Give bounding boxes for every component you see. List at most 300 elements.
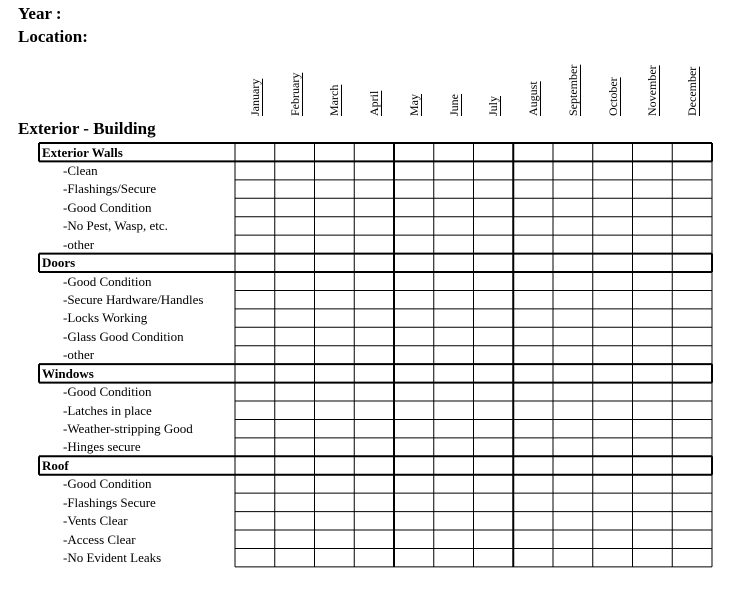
check-cell[interactable] [395,162,433,178]
check-cell[interactable] [554,347,592,363]
month-header-june: June [446,94,461,116]
check-cell[interactable] [475,218,513,234]
checklist-item-label: -Weather-stripping Good [63,420,193,436]
location-label: Location: [18,27,88,46]
check-cell[interactable] [355,513,393,529]
check-cell[interactable] [435,531,473,547]
check-cell[interactable] [236,255,274,271]
check-cell[interactable] [514,549,552,565]
month-header-february: February [287,72,302,116]
check-cell[interactable] [395,402,433,418]
check-cell[interactable] [236,236,274,252]
check-cell[interactable] [355,218,393,234]
check-cell[interactable] [475,365,513,381]
check-cell[interactable] [475,439,513,455]
check-cell[interactable] [395,291,433,307]
check-cell[interactable] [554,218,592,234]
check-cell[interactable] [276,181,314,197]
check-cell[interactable] [594,291,632,307]
check-cell[interactable] [475,162,513,178]
check-cell[interactable] [316,181,354,197]
check-cell[interactable] [355,328,393,344]
check-cell[interactable] [514,255,552,271]
check-cell[interactable] [355,476,393,492]
check-cell[interactable] [395,457,433,473]
check-cell[interactable] [395,513,433,529]
check-cell[interactable] [634,365,672,381]
check-cell[interactable] [475,181,513,197]
check-cell[interactable] [673,365,711,381]
check-cell[interactable] [673,144,711,160]
check-cell[interactable] [594,144,632,160]
check-cell[interactable] [673,328,711,344]
check-cell[interactable] [673,199,711,215]
check-cell[interactable] [673,513,711,529]
check-cell[interactable] [554,181,592,197]
check-cell[interactable] [435,218,473,234]
group-title: Roof [42,457,69,473]
check-cell[interactable] [634,384,672,400]
checklist-item-label: -Good Condition [63,273,152,289]
check-cell[interactable] [435,420,473,436]
check-cell[interactable] [435,365,473,381]
check-cell[interactable] [316,291,354,307]
check-cell[interactable] [435,476,473,492]
check-cell[interactable] [554,310,592,326]
check-cell[interactable] [554,439,592,455]
checklist-item-label: -Secure Hardware/Handles [63,291,204,307]
check-cell[interactable] [355,439,393,455]
check-cell[interactable] [594,420,632,436]
check-cell[interactable] [355,236,393,252]
check-cell[interactable] [435,513,473,529]
check-cell[interactable] [514,144,552,160]
check-cell[interactable] [554,402,592,418]
check-cell[interactable] [594,347,632,363]
check-cell[interactable] [475,420,513,436]
check-cell[interactable] [355,457,393,473]
check-cell[interactable] [514,199,552,215]
check-cell[interactable] [435,199,473,215]
check-cell[interactable] [276,420,314,436]
check-cell[interactable] [594,365,632,381]
check-cell[interactable] [634,144,672,160]
check-cell[interactable] [435,144,473,160]
check-cell[interactable] [395,181,433,197]
check-cell[interactable] [395,494,433,510]
checklist-item-label: -Access Clear [63,531,136,547]
check-cell[interactable] [236,310,274,326]
check-cell[interactable] [276,439,314,455]
check-cell[interactable] [395,549,433,565]
check-cell[interactable] [316,347,354,363]
check-cell[interactable] [673,476,711,492]
check-cell[interactable] [673,494,711,510]
check-cell[interactable] [276,218,314,234]
check-cell[interactable] [594,531,632,547]
check-cell[interactable] [673,218,711,234]
check-cell[interactable] [594,199,632,215]
check-cell[interactable] [475,549,513,565]
check-cell[interactable] [475,291,513,307]
check-cell[interactable] [435,347,473,363]
check-cell[interactable] [395,144,433,160]
check-cell[interactable] [634,255,672,271]
check-cell[interactable] [594,494,632,510]
check-cell[interactable] [634,494,672,510]
check-cell[interactable] [475,328,513,344]
check-cell[interactable] [475,236,513,252]
section-title: Exterior - Building [18,119,156,138]
check-cell[interactable] [316,384,354,400]
check-cell[interactable] [634,439,672,455]
check-cell[interactable] [634,310,672,326]
check-cell[interactable] [276,310,314,326]
check-cell[interactable] [634,236,672,252]
check-cell[interactable] [634,531,672,547]
check-cell[interactable] [554,255,592,271]
check-cell[interactable] [475,347,513,363]
check-cell[interactable] [594,328,632,344]
check-cell[interactable] [514,494,552,510]
check-cell[interactable] [276,402,314,418]
check-cell[interactable] [554,513,592,529]
check-cell[interactable] [594,384,632,400]
check-cell[interactable] [554,457,592,473]
check-cell[interactable] [236,273,274,289]
check-cell[interactable] [554,144,592,160]
checklist-item-label: -Good Condition [63,476,152,492]
check-cell[interactable] [554,531,592,547]
check-cell[interactable] [395,439,433,455]
check-cell[interactable] [355,255,393,271]
check-cell[interactable] [634,291,672,307]
check-cell[interactable] [276,236,314,252]
check-cell[interactable] [634,328,672,344]
check-cell[interactable] [435,457,473,473]
check-cell[interactable] [276,255,314,271]
check-cell[interactable] [673,291,711,307]
check-cell[interactable] [475,255,513,271]
check-cell[interactable] [435,328,473,344]
check-cell[interactable] [276,365,314,381]
check-cell[interactable] [316,310,354,326]
check-cell[interactable] [355,144,393,160]
check-cell[interactable] [554,291,592,307]
check-cell[interactable] [355,531,393,547]
check-cell[interactable] [673,181,711,197]
check-cell[interactable] [316,365,354,381]
checklist-item-label: -Vents Clear [63,513,128,529]
check-cell[interactable] [554,199,592,215]
check-cell[interactable] [395,476,433,492]
check-cell[interactable] [514,273,552,289]
check-cell[interactable] [673,439,711,455]
check-cell[interactable] [673,310,711,326]
check-cell[interactable] [395,384,433,400]
check-cell[interactable] [316,199,354,215]
month-header-may: May [406,94,421,116]
check-cell[interactable] [673,402,711,418]
check-cell[interactable] [475,531,513,547]
check-cell[interactable] [514,291,552,307]
check-cell[interactable] [594,476,632,492]
check-cell[interactable] [276,384,314,400]
month-header-july: July [486,95,501,116]
check-cell[interactable] [435,439,473,455]
check-cell[interactable] [554,162,592,178]
check-cell[interactable] [475,513,513,529]
check-cell[interactable] [316,236,354,252]
check-cell[interactable] [276,291,314,307]
check-cell[interactable] [594,236,632,252]
check-cell[interactable] [634,420,672,436]
check-cell[interactable] [395,218,433,234]
month-header-october: October [605,77,620,116]
check-cell[interactable] [514,310,552,326]
check-cell[interactable] [236,347,274,363]
check-cell[interactable] [276,549,314,565]
check-cell[interactable] [316,531,354,547]
check-cell[interactable] [475,273,513,289]
check-cell[interactable] [594,218,632,234]
check-cell[interactable] [316,162,354,178]
check-cell[interactable] [634,273,672,289]
check-cell[interactable] [514,236,552,252]
check-cell[interactable] [673,420,711,436]
check-cell[interactable] [475,384,513,400]
check-cell[interactable] [514,513,552,529]
check-cell[interactable] [634,513,672,529]
check-cell[interactable] [276,199,314,215]
check-cell[interactable] [316,513,354,529]
checklist-item-label: -No Evident Leaks [63,549,162,565]
check-cell[interactable] [554,236,592,252]
check-cell[interactable] [276,513,314,529]
check-cell[interactable] [395,347,433,363]
check-cell[interactable] [355,365,393,381]
check-cell[interactable] [316,494,354,510]
check-cell[interactable] [395,310,433,326]
check-cell[interactable] [435,310,473,326]
check-cell[interactable] [514,384,552,400]
check-cell[interactable] [236,439,274,455]
check-cell[interactable] [594,549,632,565]
check-cell[interactable] [355,181,393,197]
check-cell[interactable] [554,384,592,400]
check-cell[interactable] [236,420,274,436]
check-cell[interactable] [276,476,314,492]
check-cell[interactable] [594,255,632,271]
check-cell[interactable] [594,310,632,326]
check-cell[interactable] [316,420,354,436]
check-cell[interactable] [355,273,393,289]
check-cell[interactable] [316,273,354,289]
check-cell[interactable] [475,144,513,160]
check-cell[interactable] [236,365,274,381]
check-cell[interactable] [594,181,632,197]
check-cell[interactable] [514,162,552,178]
check-cell[interactable] [514,531,552,547]
check-cell[interactable] [316,218,354,234]
check-cell[interactable] [634,181,672,197]
check-cell[interactable] [236,199,274,215]
check-cell[interactable] [673,457,711,473]
check-cell[interactable] [316,144,354,160]
check-cell[interactable] [634,199,672,215]
check-cell[interactable] [634,457,672,473]
check-cell[interactable] [673,531,711,547]
check-cell[interactable] [316,255,354,271]
check-cell[interactable] [355,291,393,307]
check-cell[interactable] [514,181,552,197]
check-cell[interactable] [316,476,354,492]
check-cell[interactable] [276,347,314,363]
check-cell[interactable] [316,402,354,418]
check-cell[interactable] [435,255,473,271]
check-cell[interactable] [634,476,672,492]
check-cell[interactable] [673,162,711,178]
month-header-august: August [526,81,541,116]
check-cell[interactable] [514,347,552,363]
check-cell[interactable] [475,402,513,418]
check-cell[interactable] [316,457,354,473]
check-cell[interactable] [514,365,552,381]
check-cell[interactable] [554,549,592,565]
check-cell[interactable] [395,420,433,436]
check-cell[interactable] [673,384,711,400]
check-cell[interactable] [276,144,314,160]
check-cell[interactable] [236,384,274,400]
check-cell[interactable] [316,439,354,455]
check-cell[interactable] [236,476,274,492]
check-cell[interactable] [435,236,473,252]
check-cell[interactable] [554,273,592,289]
check-cell[interactable] [355,384,393,400]
check-cell[interactable] [634,162,672,178]
check-cell[interactable] [594,162,632,178]
check-cell[interactable] [673,347,711,363]
check-cell[interactable] [355,347,393,363]
check-cell[interactable] [514,218,552,234]
check-cell[interactable] [395,236,433,252]
check-cell[interactable] [276,531,314,547]
check-cell[interactable] [395,255,433,271]
check-cell[interactable] [395,199,433,215]
check-cell[interactable] [435,549,473,565]
check-cell[interactable] [276,494,314,510]
checklist-item-label: -No Pest, Wasp, etc. [63,218,168,234]
group-title: Windows [42,365,94,381]
check-cell[interactable] [514,439,552,455]
check-cell[interactable] [475,476,513,492]
check-cell[interactable] [355,310,393,326]
check-cell[interactable] [475,310,513,326]
check-cell[interactable] [634,402,672,418]
check-cell[interactable] [355,549,393,565]
check-cell[interactable] [236,144,274,160]
check-cell[interactable] [395,365,433,381]
check-cell[interactable] [435,273,473,289]
month-header-march: March [327,84,342,116]
check-cell[interactable] [395,531,433,547]
check-cell[interactable] [236,162,274,178]
group-title: Doors [42,255,76,271]
check-cell[interactable] [395,273,433,289]
check-cell[interactable] [673,236,711,252]
check-cell[interactable] [475,457,513,473]
check-cell[interactable] [594,273,632,289]
check-cell[interactable] [316,549,354,565]
check-cell[interactable] [554,328,592,344]
check-cell[interactable] [236,513,274,529]
check-cell[interactable] [514,420,552,436]
checklist-item-label: -Hinges secure [63,439,141,455]
check-cell[interactable] [355,494,393,510]
check-cell[interactable] [673,255,711,271]
check-cell[interactable] [673,273,711,289]
check-cell[interactable] [236,218,274,234]
check-cell[interactable] [594,457,632,473]
month-header-september: September [565,64,580,116]
check-cell[interactable] [673,549,711,565]
check-cell[interactable] [514,476,552,492]
check-cell[interactable] [514,457,552,473]
check-cell[interactable] [435,162,473,178]
check-cell[interactable] [236,549,274,565]
check-cell[interactable] [435,402,473,418]
check-cell[interactable] [355,199,393,215]
check-cell[interactable] [514,328,552,344]
check-cell[interactable] [236,291,274,307]
check-cell[interactable] [554,365,592,381]
check-cell[interactable] [355,420,393,436]
check-cell[interactable] [236,402,274,418]
check-cell[interactable] [594,402,632,418]
check-cell[interactable] [435,181,473,197]
check-cell[interactable] [355,402,393,418]
check-cell[interactable] [355,162,393,178]
check-cell[interactable] [395,328,433,344]
check-cell[interactable] [435,291,473,307]
check-cell[interactable] [276,328,314,344]
check-cell[interactable] [594,439,632,455]
check-cell[interactable] [276,273,314,289]
month-header-december: December [685,66,700,116]
check-cell[interactable] [435,494,473,510]
check-cell[interactable] [316,328,354,344]
month-header-november: November [645,65,660,116]
check-cell[interactable] [435,384,473,400]
check-cell[interactable] [236,328,274,344]
check-cell[interactable] [475,494,513,510]
check-cell[interactable] [634,347,672,363]
check-cell[interactable] [514,402,552,418]
check-cell[interactable] [634,218,672,234]
check-cell[interactable] [276,457,314,473]
check-cell[interactable] [236,531,274,547]
check-cell[interactable] [236,457,274,473]
check-cell[interactable] [276,162,314,178]
check-cell[interactable] [634,549,672,565]
check-cell[interactable] [594,513,632,529]
check-cell[interactable] [554,476,592,492]
check-cell[interactable] [475,199,513,215]
check-cell[interactable] [554,420,592,436]
check-cell[interactable] [236,181,274,197]
check-cell[interactable] [554,494,592,510]
check-cell[interactable] [236,494,274,510]
